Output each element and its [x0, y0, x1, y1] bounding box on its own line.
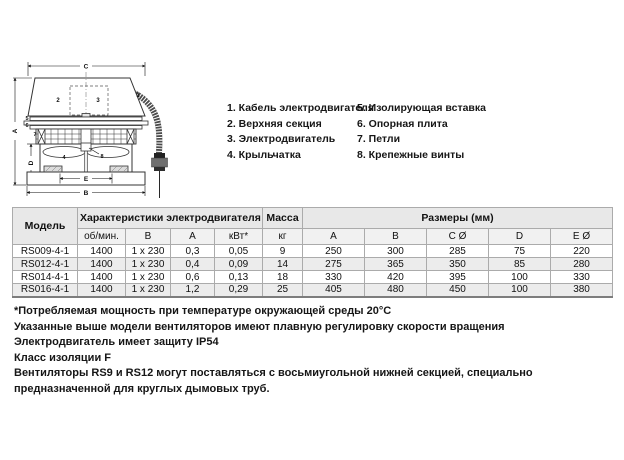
column-group-motor: Характеристики электродвигателя [78, 208, 263, 229]
part-label-1: 1 [136, 93, 140, 99]
column-group-dimensions: Размеры (мм) [303, 208, 613, 229]
dimension-b [27, 186, 145, 197]
table-cell: 350 [427, 258, 489, 271]
table-cell: 100 [489, 271, 551, 284]
dimension-a [12, 78, 32, 185]
table-cell: 330 [551, 271, 613, 284]
footnotes [14, 304, 505, 366]
table-body [13, 245, 613, 297]
table-cell: 480 [365, 284, 427, 297]
parts-list-item: 1. Кабель электродвигателя [227, 102, 374, 114]
table-cell: RS014-4-1 [13, 271, 78, 284]
table-cell: 25 [263, 284, 303, 297]
table-cell: 0,4 [171, 258, 215, 271]
fan-drawing-svg [10, 50, 215, 200]
table-cell: 14 [263, 258, 303, 271]
table-cell: 395 [427, 271, 489, 284]
table-row [13, 245, 613, 258]
part-label-2: 2 [56, 98, 60, 104]
table-cell: 250 [303, 245, 365, 258]
parts-list-item: 6. Опорная плита [357, 117, 448, 130]
subheader-rpm: об/мин. [78, 229, 126, 245]
footnote-speed-control: Указанные выше модели вентиляторов имеют плавную регулировку скорости вращения [14, 320, 505, 333]
dim-label-c: C [83, 63, 89, 71]
subheader-kw: кВт* [215, 229, 263, 245]
table-cell: 365 [365, 258, 427, 271]
shaft-housing [81, 129, 91, 144]
table-cell: 285 [427, 245, 489, 258]
table-cell: 85 [489, 258, 551, 271]
table-cell: 300 [365, 245, 427, 258]
closing-paragraph: Вентиляторы RS9 и RS12 могут поставляться с восьмиугольной нижней секцией, специально предназначенной для круглых дымовых труб. [14, 367, 533, 395]
table-cell: 280 [551, 258, 613, 271]
table-row [13, 271, 613, 284]
part-label-6: 6 [25, 123, 29, 129]
part-label-8: 8 [100, 154, 104, 160]
column-header-model: Модель [13, 208, 78, 245]
dim-label-b: B [83, 190, 89, 197]
table-cell: 1 x 230 [126, 271, 171, 284]
table-cell: 1 x 230 [126, 245, 171, 258]
table-cell: 275 [303, 258, 365, 271]
hub [81, 143, 91, 151]
table-cell: 1400 [78, 258, 126, 271]
table-cell: 1400 [78, 271, 126, 284]
part-label-7: 7 [33, 132, 37, 138]
table-cell: 0,13 [215, 271, 263, 284]
table-cell: 1400 [78, 284, 126, 297]
table-cell: 405 [303, 284, 365, 297]
subheader-kg: кг [263, 229, 303, 245]
parts-list-item: 7. Петли [357, 133, 401, 145]
table-cell: 0,6 [171, 271, 215, 284]
subheader-amps: А [171, 229, 215, 245]
subheader-dim-c: C Ø [427, 229, 489, 245]
subheader-dim-b: B [365, 229, 427, 245]
table-cell: RS016-4-1 [13, 284, 78, 297]
subheader-dim-e: E Ø [551, 229, 613, 245]
table-cell: 420 [365, 271, 427, 284]
part-label-3: 3 [96, 98, 100, 104]
part-label-4: 4 [62, 155, 66, 161]
footnote-insulation-class: Класс изоляции F [14, 351, 111, 364]
table-cell: 0,29 [215, 284, 263, 297]
parts-list-item: 3. Электродвигатель [227, 133, 336, 145]
parts-list-item: 2. Верхняя секция [227, 117, 322, 130]
parts-list-column-2 [357, 101, 486, 163]
table-cell: 100 [489, 284, 551, 297]
dimension-c [28, 62, 145, 76]
parts-list-column-1 [227, 101, 374, 163]
dim-label-a: A [12, 128, 19, 134]
table-cell: 0,3 [171, 245, 215, 258]
parts-list-item: 5. Изолирующая вставка [357, 102, 486, 114]
table-cell: 220 [551, 245, 613, 258]
grille-band [36, 129, 136, 144]
table-cell: 1400 [78, 245, 126, 258]
table-row [13, 258, 613, 271]
footnote-ip-rating: Электродвигатель имеет защиту IP54 [14, 336, 219, 348]
table-cell: 1 x 230 [126, 284, 171, 297]
subheader-dim-d: D [489, 229, 551, 245]
table-cell: RS012-4-1 [13, 258, 78, 271]
footnote-power: *Потребляемая мощность при температуре окружающей среды 20°C [14, 305, 392, 317]
dim-label-e: E [83, 176, 89, 183]
dim-label-d: D [28, 160, 35, 166]
table-cell: 330 [303, 271, 365, 284]
specification-table [12, 207, 613, 298]
table-cell: 75 [489, 245, 551, 258]
table-cell: 1,2 [171, 284, 215, 297]
part-label-5: 5 [25, 116, 29, 122]
parts-list-item: 8. Крепежные винты [357, 148, 465, 161]
table-row [13, 284, 613, 297]
column-group-mass: Масса [263, 208, 303, 229]
table-cell: 18 [263, 271, 303, 284]
table-cell: 1 x 230 [126, 258, 171, 271]
table-cell: 0,05 [215, 245, 263, 258]
table-cell: 9 [263, 245, 303, 258]
table-cell: 0,09 [215, 258, 263, 271]
table-cell: 450 [427, 284, 489, 297]
table-cell: 380 [551, 284, 613, 297]
subheader-volts: В [126, 229, 171, 245]
table-cell: RS009-4-1 [13, 245, 78, 258]
fan-technical-drawing [10, 50, 215, 200]
subheader-dim-a: A [303, 229, 365, 245]
parts-list-item: 4. Крыльчатка [227, 148, 301, 161]
